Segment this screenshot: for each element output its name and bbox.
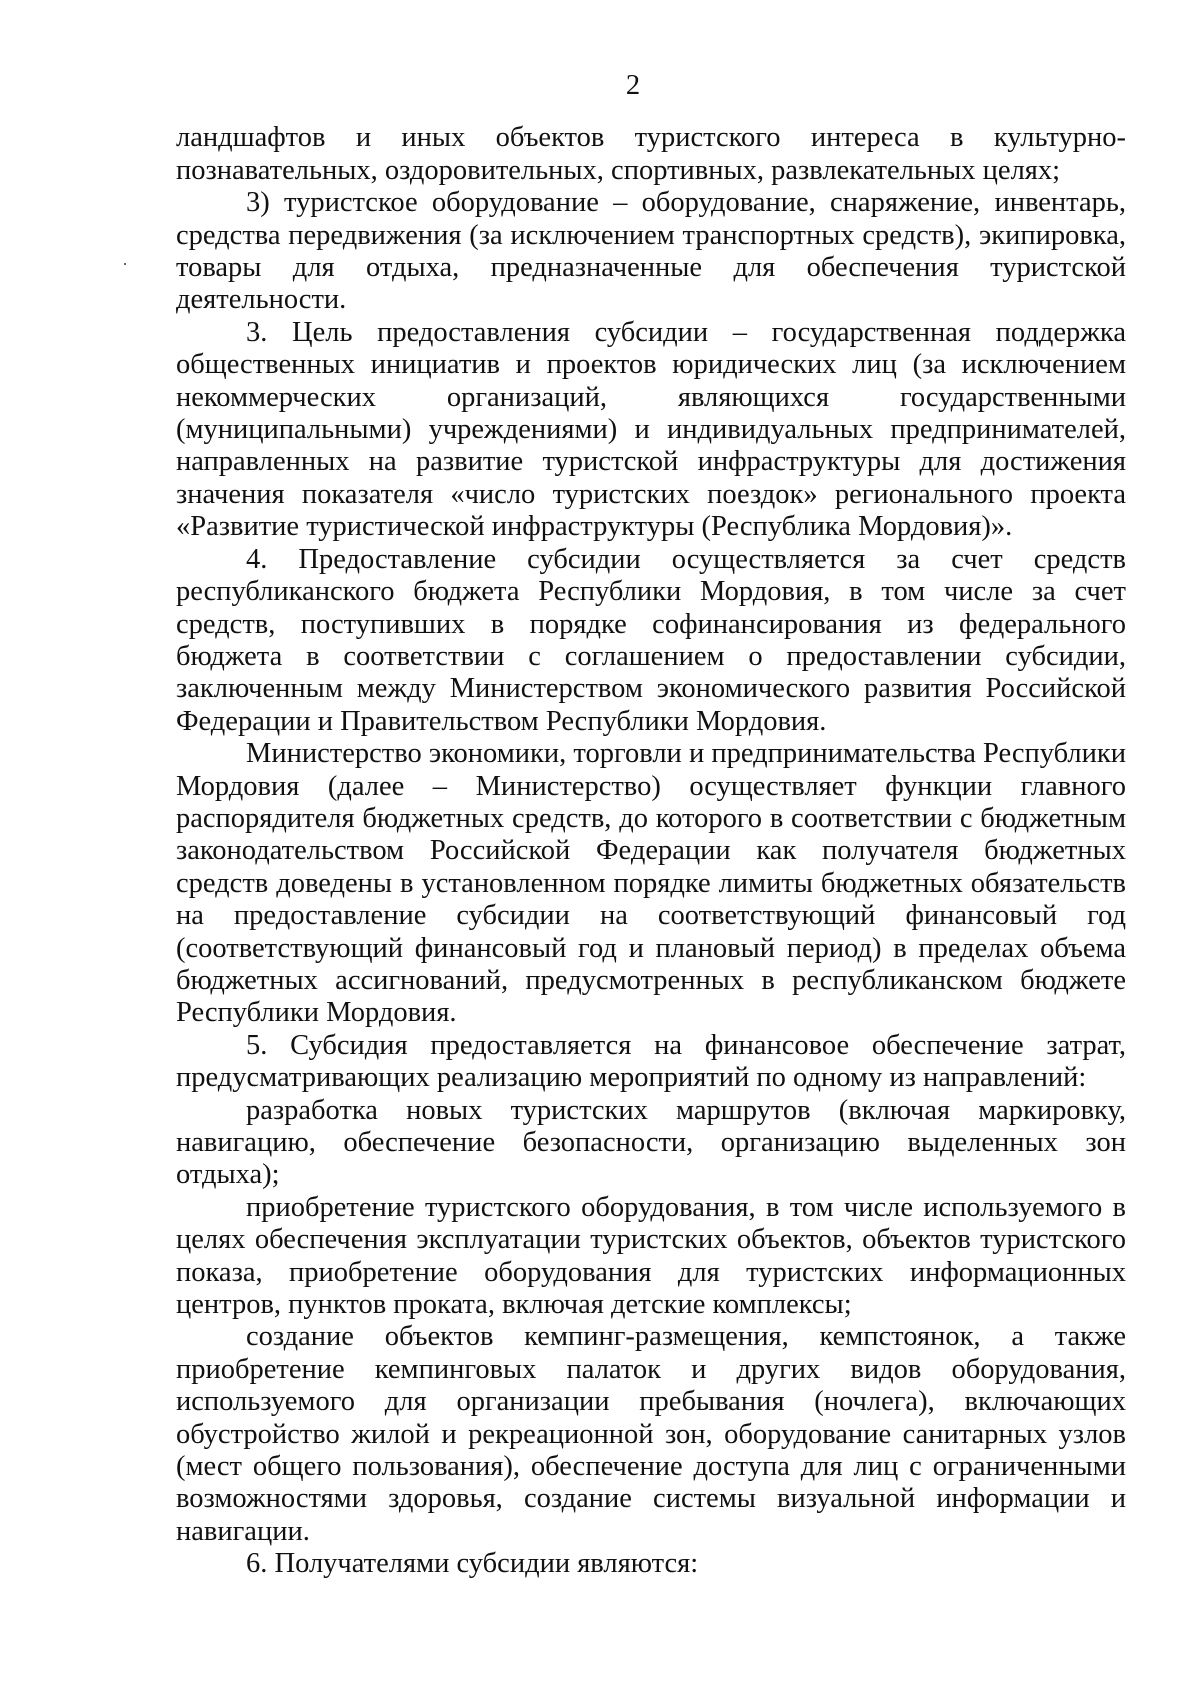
paragraph-ministry: Министерство экономики, торговли и предпринимательства Республики Мордовия (далее – Министерство) осуществляет функции главного распорядителя бюджетных средств, до которого в соответствии с бюджетным законодательством Российской Федерации как получателя бюджетных средств доведены в установленном порядке лимиты бюджетных обязательств на предоставление субсидии на соответствующий финансовый год (соответствующий финансовый год и плановый период) в пределах объема бюджетных ассигнований, предусмотренных в республиканском бюджете Республики Мордовия. <box>176 738 1126 1029</box>
paragraph-subsidy-directions: 5. Субсидия предоставляется на финансовое обеспечение затрат, предусматривающих реализацию мероприятий по одному из направлений: <box>176 1029 1126 1094</box>
paragraph-recipients: 6. Получателями субсидии являются: <box>246 1548 699 1580</box>
paragraph-subsidy-funding: 4. Предоставление субсидии осуществляется за счет средств республиканского бюджета Республики Мордовия, в том числе за счет средств, поступивших в порядке софинансирования из федерального бюджета в соответствии с соглашением о предоставлении субсидии, заключенным между Министерством экономического развития Российской Федерации и Правительством Республики Мордовия. <box>176 543 1126 737</box>
paragraph-tourist-equipment: 3) туристское оборудование – оборудование, снаряжение, инвентарь, средства передвижения (за исключением транспортных средств), экипировка, товары для отдыха, предназначенные для обеспечения туристской деятельности. <box>176 187 1126 316</box>
paragraph-subsidy-goal: 3. Цель предоставления субсидии – государственная поддержка общественных инициатив и проектов юридических лиц (за исключением некоммерческих организаций, являющихся государственными (муниципальными) учреждениями) и индивидуальных предпринимателей, направленных на развитие туристской инфраструктуры для достижения значения показателя «число туристских поездок» регионального проекта «Развитие туристической инфраструктуры (Республика Мордовия)». <box>176 316 1126 543</box>
paragraph-continuation: ландшафтов и иных объектов туристского интереса в культурно-познавательных, оздоровительных, спортивных, развлекательных целях; <box>176 122 1126 186</box>
paragraph-direction-camping: создание объектов кемпинг-размещения, кемпстоянок, а также приобретение кемпинговых палаток и других видов оборудования, используемого для организации пребывания (ночлега), включающих обустройство жилой и рекреационной зон, оборудование санитарных узлов (мест общего пользования), обеспечение доступа для лиц с ограниченными возможностями здоровья, создание системы визуальной информации и навигации. <box>176 1321 1126 1547</box>
document-body <box>176 70 1126 1581</box>
page-number: 2 <box>625 70 641 101</box>
paragraph-direction-routes: разработка новых туристских маршрутов (включая маркировку, навигацию, обеспечение безопасности, организацию выделенных зон отдыха); <box>176 1094 1126 1191</box>
scan-artifact-dot <box>124 263 126 265</box>
paragraph-direction-equipment: приобретение туристского оборудования, в том числе используемого в целях обеспечения эксплуатации туристских объектов, объектов туристского показа, приобретение оборудования для туристских информационных центров, пунктов проката, включая детские комплексы; <box>176 1191 1126 1321</box>
